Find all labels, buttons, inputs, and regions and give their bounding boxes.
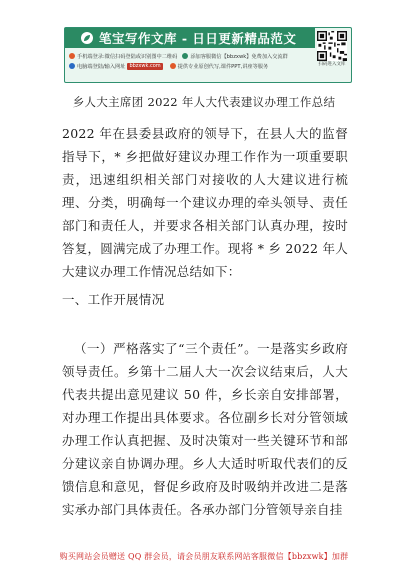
banner-row-2	[69, 61, 315, 71]
promo-banner	[64, 27, 352, 83]
computer-icon	[69, 63, 75, 69]
banner-title: 笔宝写作文库 - 日日更新精品范文	[99, 31, 297, 46]
wechat-service-text: 添加客服微信【bbzxwk】免费加入交流群	[190, 53, 288, 60]
banner-row-1	[69, 51, 315, 61]
qr-code-icon[interactable]	[317, 31, 347, 61]
mobile-login-text: 手机端登录:微信扫码登陆或识别图中二维码	[77, 53, 178, 60]
banner-info	[69, 51, 315, 71]
footer-notice: 购买网站会员赠送 QQ 群会员，请会员朋友联系网站客服微信【bbzxwk】加群	[59, 552, 349, 561]
service-icon	[170, 63, 176, 69]
leaf-icon	[81, 32, 93, 44]
desktop-login-text: 电脑端登陆/输入网址	[77, 63, 126, 70]
writing-service-text: 提供专业原创代写,课件PPT,讲座等服务	[177, 63, 269, 70]
writing-service-item	[170, 63, 269, 70]
document-title: 乡人大主席团 2022 年人大代表建议办理工作总结	[72, 95, 336, 109]
wechat-service-item	[182, 53, 287, 60]
wechat-icon	[182, 53, 188, 59]
paragraph-responsibilities: （一）严格落实了“三个责任”。一是落实乡政府领导责任。乡第十二届人大一次会议结束后，人大代表共提出意见建议 50 件，乡长亲自安排部署，对办理工作提出具体要求。各位副乡长对分管领域办理工作认真把握、及时决策对一些关键环节和部分建议亲自协调办理。乡人大适时听取代表们的反馈信息和意见，督促乡政府及时吸纳并改进二是落实承办部门具体责任。各承办部门分管领导亲自挂	[62, 341, 348, 517]
mobile-login-item	[69, 53, 177, 60]
phone-icon	[69, 53, 75, 59]
banner-header	[65, 28, 315, 48]
site-url-link[interactable]: bbzxwk.com	[129, 62, 161, 69]
qr-caption: 扫码进入文库	[318, 62, 346, 67]
paragraph-intro: 2022 年在县委县政府的领导下，在县人大的监督指导下，* 乡把做好建议办理工作作为一项重要职责，迅速组织相关部门对接收的人大建议进行梳理、分类，明确每一个建议办理的牵头领导、责任部门和责任人，并要求各相关部门认真办理，按时答复，圆满完成了办理工作。现将 * 乡 2022 年人大建议办理工作情况总结如下：	[62, 126, 348, 279]
desktop-login-item	[69, 63, 165, 70]
section-heading: 一、工作开展情况	[62, 292, 165, 307]
qr-block[interactable]	[317, 31, 347, 77]
